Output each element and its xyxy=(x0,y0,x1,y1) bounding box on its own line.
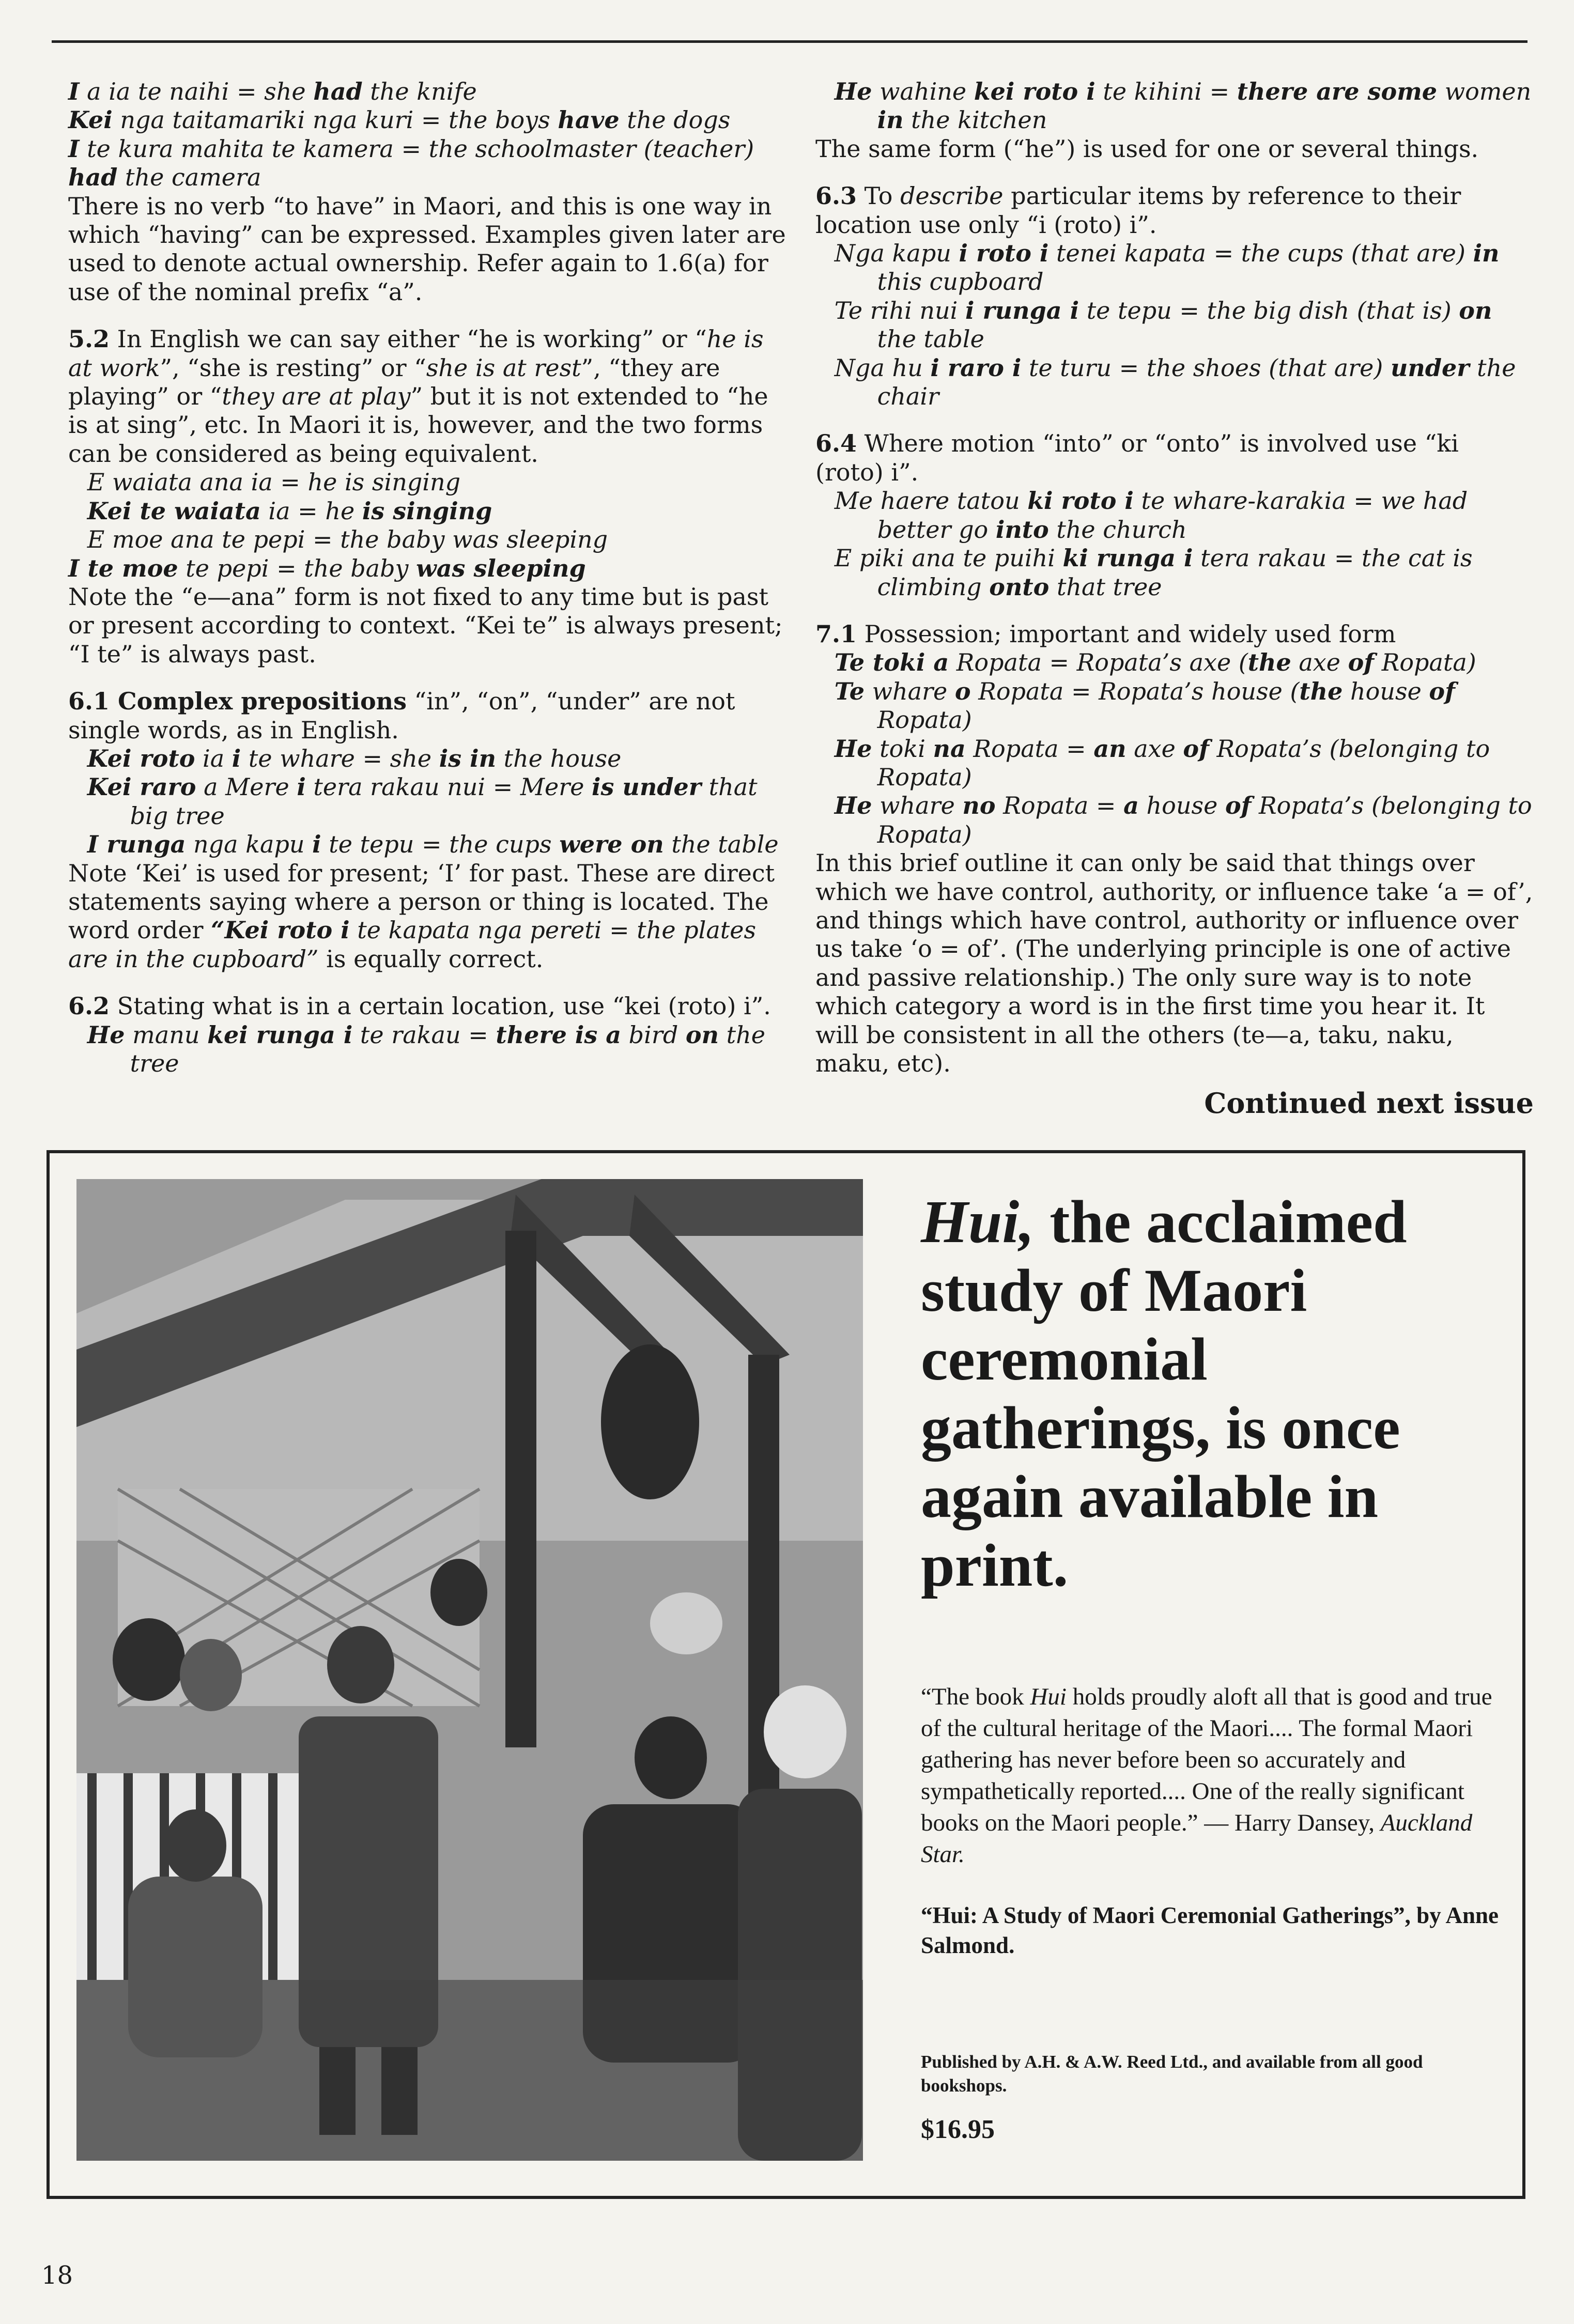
paragraph xyxy=(68,192,786,307)
text-run: nga taitamariki nga kuri = the boys xyxy=(112,106,558,134)
text-run: describe xyxy=(900,182,1004,210)
text-run: whare xyxy=(872,792,963,820)
text-run: manu xyxy=(125,1020,208,1049)
text-run: te turu = the shoes (that are) xyxy=(1021,353,1391,382)
text-run: had xyxy=(313,78,363,105)
paragraph xyxy=(815,735,1534,792)
text-run: ”, “she is resting” or “ xyxy=(160,353,426,382)
text-run: 6.3 xyxy=(815,182,857,210)
text-run: 6.4 xyxy=(815,429,857,458)
text-run: E piki ana te puihi xyxy=(834,544,1063,572)
text-run: on xyxy=(685,1020,719,1049)
text-run: ”, “they are playing” or “ xyxy=(68,353,720,411)
text-run: Note the “e—ana” form is not fixed to any time but is past or present according to context. “Kei te” is always present; “I te” is always past. xyxy=(68,582,783,668)
text-run: 6.2 xyxy=(68,992,110,1020)
text-run: i raro i xyxy=(930,353,1022,382)
paragraph xyxy=(815,78,1534,135)
text-run: holds proudly aloft all that is good and true of the cultural heritage of the Maori.... The formal Maori gathering has never before been so accurately and sympathetically reported.... One of the really significant books on the Maori people.” — Harry Dansey, xyxy=(921,1683,1492,1836)
text-run: a ia te naihi = she xyxy=(79,78,314,105)
text-run: 5.2 xyxy=(68,325,110,353)
photo-illustration xyxy=(76,1179,863,2161)
paragraph xyxy=(815,544,1534,601)
text-run: there is a xyxy=(496,1020,622,1049)
paragraph xyxy=(68,468,786,497)
text-run: o xyxy=(954,677,971,705)
text-run: the kitchen xyxy=(903,106,1047,134)
paragraph xyxy=(815,487,1534,544)
text-run: Nga kapu xyxy=(834,239,959,268)
text-run: Me haere tatou xyxy=(834,487,1028,515)
text-run: of xyxy=(1183,734,1209,763)
text-run: He xyxy=(87,1020,125,1049)
paragraph xyxy=(68,525,786,554)
text-run: were on xyxy=(559,830,664,859)
paragraph xyxy=(815,792,1534,849)
text-run: The same form (“he”) is used for one or several things. xyxy=(815,134,1479,163)
text-run: on xyxy=(1459,296,1492,324)
text-run: this cupboard xyxy=(877,268,1044,296)
text-run: te tepu = the cups xyxy=(321,830,560,859)
text-run: tenei kapata = the cups (that are) xyxy=(1048,239,1473,268)
text-run: in xyxy=(1473,239,1500,268)
hui-gathering-photo xyxy=(76,1179,863,2161)
text-run: Where motion “into” or “onto” is involved use “ki (roto) i”. xyxy=(815,429,1459,486)
text-run: a xyxy=(1123,792,1139,820)
text-run: tera rakau nui = Mere xyxy=(305,773,592,801)
paragraph xyxy=(815,354,1534,411)
text-run: wahine xyxy=(872,78,974,105)
text-run: Hui xyxy=(1030,1683,1067,1710)
text-run: To xyxy=(857,182,901,210)
text-run: ki roto i xyxy=(1027,487,1134,515)
text-run: whare xyxy=(865,677,955,705)
text-run: there are some xyxy=(1237,78,1438,105)
text-run: te whare = she xyxy=(241,744,439,772)
text-run: In English we can say either “he is working” or “ xyxy=(110,325,707,353)
text-run: i xyxy=(232,744,241,772)
text-run: ” but it is not extended to “he is at sing”, etc. In Maori it is, however, and the two forms can be considered as being equivalent. xyxy=(68,382,768,468)
paragraph xyxy=(815,297,1534,354)
ad-book-title: “Hui: A Study of Maori Ceremonial Gatherings”, by Anne Salmond. xyxy=(921,1902,1499,1958)
text-run: He xyxy=(834,792,872,820)
text-run: Te xyxy=(834,677,865,705)
text-run: tera rakau = the cat is climbing xyxy=(877,544,1473,601)
paragraph xyxy=(68,687,786,745)
ad-publisher: Published by A.H. & A.W. Reed Ltd., and available from all good bookshops. xyxy=(921,2052,1423,2096)
text-run: “Kei roto i xyxy=(211,916,350,944)
text-run: Kei roto xyxy=(87,744,195,772)
paragraph xyxy=(68,497,786,525)
text-run: women xyxy=(1437,78,1532,105)
text-run: Ropata = xyxy=(965,734,1094,763)
text-run: axe xyxy=(1126,734,1183,763)
text-run: into xyxy=(995,515,1049,544)
text-run: Auckland Star. xyxy=(921,1809,1473,1868)
text-run: I xyxy=(68,134,80,163)
text-run: ia = he xyxy=(260,497,362,525)
text-run: had xyxy=(68,163,118,192)
text-run: of xyxy=(1429,677,1455,705)
text-run: house xyxy=(1138,792,1225,820)
text-run: kei roto i xyxy=(974,78,1095,105)
text-run: He xyxy=(834,78,872,105)
paragraph xyxy=(815,648,1534,677)
text-run: There is no verb “to have” in Maori, and this is one way in which “having” can be expressed. Examples given later are used to denote actual ownership. Refer again to 1.6(a) for use of the nominal prefix “a”. xyxy=(68,192,786,306)
continued-next-issue: Continued next issue xyxy=(1204,1087,1534,1120)
paragraph xyxy=(68,992,786,1020)
paragraph xyxy=(68,830,786,859)
text-run: i xyxy=(312,830,321,859)
text-run: In this brief outline it can only be said that things over which we have control, authority, or influence take ‘a = of’, and things which have control, authority or influence over us take ‘o = of’. (The underlying principle is one of active and passive relationship.) The only sure way is to note which category a word is in the first time you hear it. It will be consistent in all the others (te—a, taku, naku, maku, etc). xyxy=(815,849,1533,1077)
ad-quote xyxy=(921,1681,1505,1870)
paragraph xyxy=(815,182,1534,239)
text-run: 7.1 xyxy=(815,619,857,648)
paragraph xyxy=(815,677,1534,735)
text-run: a Mere xyxy=(196,773,297,801)
paragraph xyxy=(68,1021,786,1078)
paragraph xyxy=(68,554,786,583)
text-run: she is at rest xyxy=(426,353,581,382)
paragraph xyxy=(68,745,786,773)
text-run: te rakau = xyxy=(352,1020,496,1049)
text-run: bird xyxy=(621,1020,686,1049)
text-run: Ropata’s (belonging to Ropata) xyxy=(877,734,1490,791)
text-run: the xyxy=(1247,648,1291,677)
text-run: toki xyxy=(872,734,933,763)
text-run: te kihini = xyxy=(1095,78,1237,105)
text-run: in xyxy=(877,106,904,134)
text-run: Ropata = Ropata’s axe ( xyxy=(949,648,1248,677)
text-run: nga kapu xyxy=(186,830,313,859)
paragraph xyxy=(68,773,786,830)
text-run: have xyxy=(558,106,620,134)
text-run: the table xyxy=(663,830,779,859)
text-run: is in xyxy=(439,744,497,772)
text-run: is singing xyxy=(362,497,492,525)
paragraph xyxy=(815,239,1534,297)
text-run: te tepu = the big dish (that is) xyxy=(1079,296,1459,324)
text-run: te whare-karakia = we had better go xyxy=(877,487,1468,544)
text-run: he is at work xyxy=(68,325,764,382)
text-run: the chair xyxy=(877,353,1516,411)
paragraph xyxy=(815,135,1534,163)
text-run: the church xyxy=(1048,515,1187,544)
text-run: E moe ana te pepi = the baby was sleeping xyxy=(87,525,608,554)
text-run: is under xyxy=(592,773,701,801)
text-run: i runga i xyxy=(965,296,1079,324)
text-run: Ropata) xyxy=(877,706,972,734)
paragraph xyxy=(815,429,1534,487)
text-run: no xyxy=(962,792,996,820)
text-run: the xyxy=(1299,677,1343,705)
paragraph xyxy=(815,849,1534,1078)
ad-headline-rest: the acclaimed study of Maori ceremonial gatherings, is once again available in print. xyxy=(921,1188,1407,1599)
text-run: te pepi = the baby xyxy=(178,554,416,582)
text-run: Ropata = xyxy=(995,792,1124,820)
text-run: Nga hu xyxy=(834,353,931,382)
paragraph xyxy=(68,106,786,134)
text-run: Te toki a xyxy=(834,648,949,677)
text-run: He xyxy=(834,734,872,763)
text-run: I runga xyxy=(87,830,186,859)
text-run: was sleeping xyxy=(416,554,586,582)
text-run: Note ‘Kei’ is used for present; ‘I’ for past. These are direct statements saying where a person or thing is located. The word order xyxy=(68,859,775,944)
advertisement-box xyxy=(47,1150,1525,2199)
text-run: the tree xyxy=(130,1020,765,1077)
paragraph xyxy=(68,859,786,974)
text-run: Ropata’s (belonging to Ropata) xyxy=(877,792,1532,848)
text-run: the knife xyxy=(362,78,477,105)
text-run: E waiata ana ia = he is singing xyxy=(87,468,461,497)
text-run: na xyxy=(933,734,966,763)
text-run: onto xyxy=(989,572,1050,601)
text-run: Possession; important and widely used form xyxy=(857,619,1396,648)
text-run: house xyxy=(1342,677,1429,705)
text-run: the camera xyxy=(117,163,261,192)
text-run: ki runga i xyxy=(1062,544,1193,572)
text-run: of xyxy=(1225,792,1252,820)
left-column xyxy=(68,78,786,1078)
text-run: 6.1 Complex prepositions xyxy=(68,687,407,716)
text-run: kei runga i xyxy=(207,1020,353,1049)
text-run: I xyxy=(68,78,80,105)
ad-headline xyxy=(921,1187,1505,1600)
paragraph xyxy=(68,78,786,106)
text-run: an xyxy=(1093,734,1127,763)
page-number: 18 xyxy=(41,2261,73,2290)
text-run: the table xyxy=(877,325,984,353)
paragraph xyxy=(68,135,786,192)
text-run: they are at play xyxy=(222,382,411,411)
header-rule xyxy=(52,40,1527,43)
text-run: Te rihi nui xyxy=(834,296,965,324)
paragraph xyxy=(815,620,1534,648)
text-run: under xyxy=(1390,353,1470,382)
text-run: Kei xyxy=(68,106,113,134)
text-run: Kei raro xyxy=(87,773,196,801)
text-run: te kapata nga pereti = the plates are in the cupboard” xyxy=(68,916,757,973)
text-run: axe xyxy=(1291,648,1348,677)
text-run: Ropata = Ropata’s house ( xyxy=(970,677,1300,705)
right-column xyxy=(815,78,1534,1118)
text-run: of xyxy=(1348,648,1375,677)
text-run: I te moe xyxy=(68,554,178,582)
paragraph xyxy=(68,583,786,669)
text-run: Stating what is in a certain location, use “kei (roto) i”. xyxy=(110,992,771,1020)
ad-price: $16.95 xyxy=(921,2115,995,2144)
text-run: ia xyxy=(195,744,232,772)
text-run: i roto i xyxy=(959,239,1049,268)
text-run: that tree xyxy=(1049,572,1162,601)
text-run: that big tree xyxy=(130,773,758,830)
text-run: is equally correct. xyxy=(318,944,544,973)
text-run: the dogs xyxy=(619,106,731,134)
text-run: i xyxy=(297,773,306,801)
text-run: particular items by reference to their location use only “i (roto) i”. xyxy=(815,182,1461,239)
ad-headline-title: Hui, xyxy=(921,1188,1035,1256)
text-run: Kei te waiata xyxy=(87,497,261,525)
text-run: Ropata) xyxy=(1374,648,1476,677)
text-run: “in”, “on”, “under” are not single words, as in English. xyxy=(68,687,735,744)
text-run: te kura mahita te kamera = the schoolmaster (teacher) xyxy=(79,134,754,163)
paragraph xyxy=(68,325,786,468)
text-run: the house xyxy=(496,744,622,772)
text-run: “The book xyxy=(921,1683,1030,1710)
